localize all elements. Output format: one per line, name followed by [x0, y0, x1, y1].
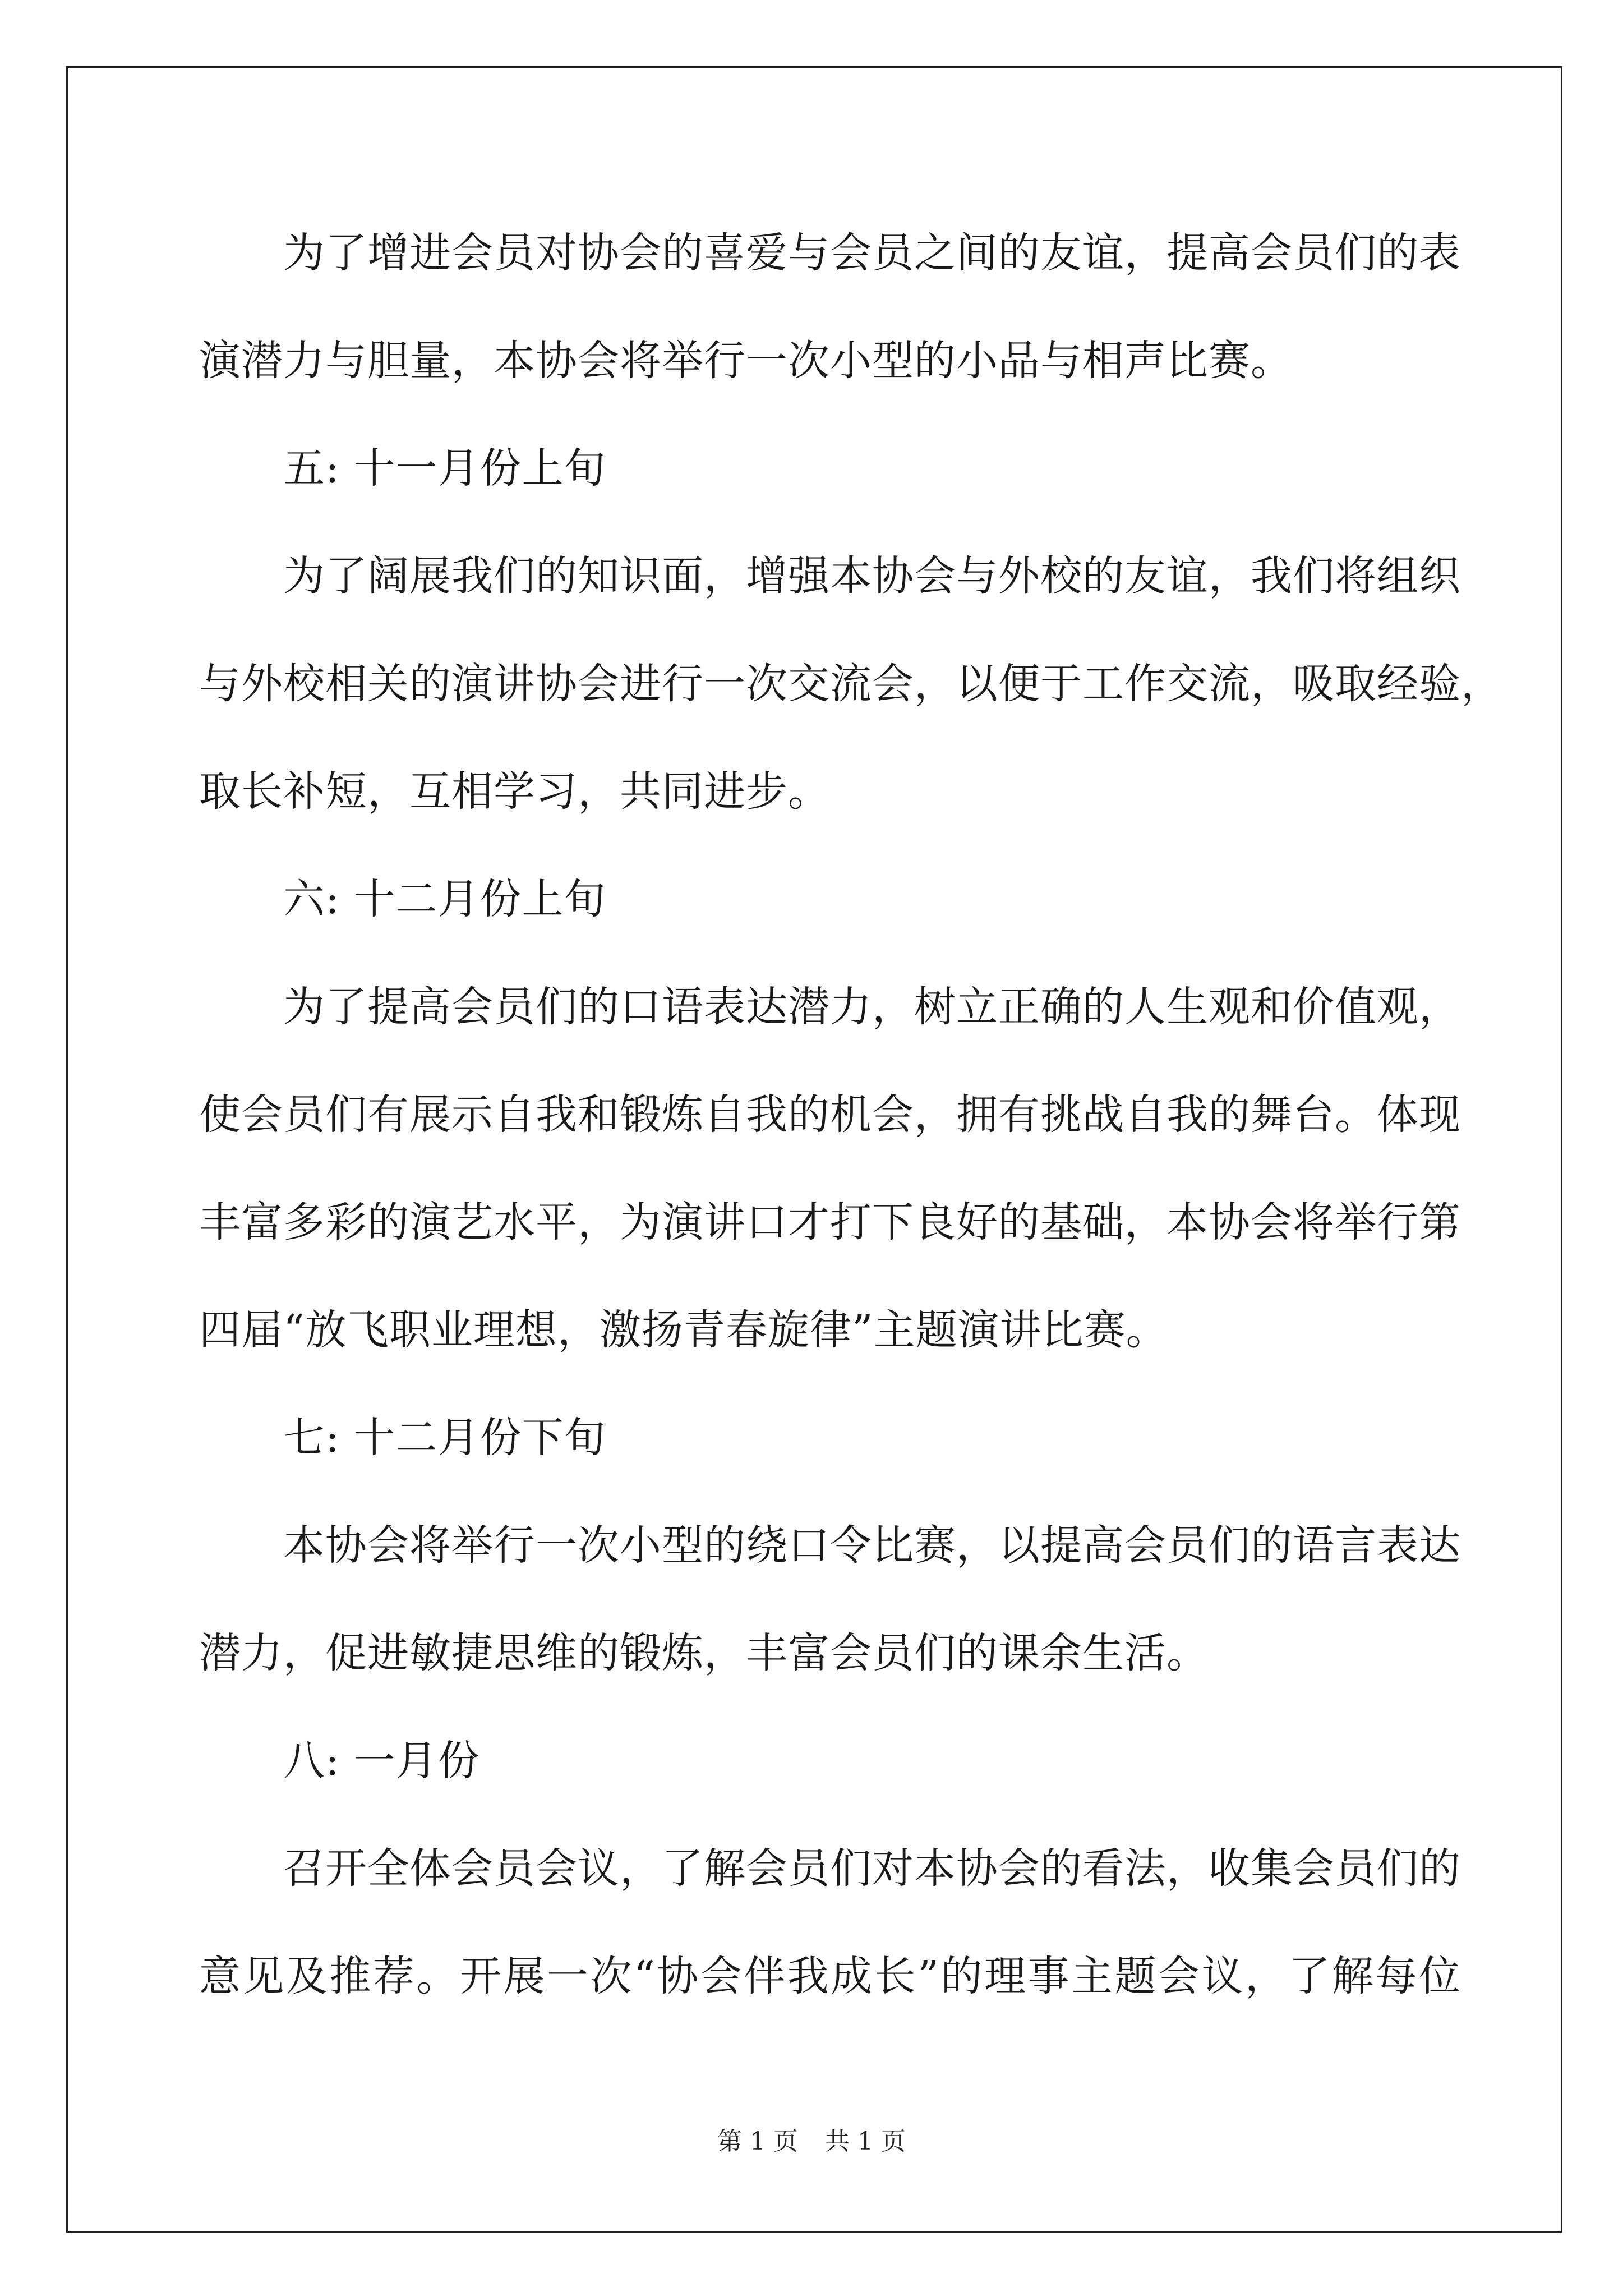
paragraph-line: 与外校相关的演讲协会进行一次交流会，以便于工作交流，吸取经验，	[199, 660, 1503, 708]
section-heading: 五: 十一月份上旬	[283, 444, 606, 493]
page-footer	[0, 2125, 1623, 2159]
paragraph-line: 潜力，促进敏捷思维的锻炼，丰富会员们的课余生活。	[199, 1629, 1209, 1677]
section-heading: 七: 十二月份下旬	[283, 1414, 606, 1462]
document-body	[199, 199, 1503, 2030]
paragraph-line: 召开全体会员会议，了解会员们对本协会的看法，收集会员们的	[283, 1844, 1461, 1893]
paragraph-line: 为了提高会员们的口语表达潜力，树立正确的人生观和价值观，	[283, 983, 1461, 1031]
page-total: 共 1 页	[825, 2127, 906, 2156]
paragraph-line: 演潜力与胆量，本协会将举行一次小型的小品与相声比赛。	[199, 337, 1293, 385]
paragraph-line: 四届“放飞职业理想，激扬青春旋律”主题演讲比赛。	[199, 1306, 1168, 1354]
paragraph-line: 取长补短，互相学习，共同进步。	[199, 767, 830, 816]
paragraph-line: 为了阔展我们的知识面，增强本协会与外校的友谊，我们将组织	[283, 552, 1461, 600]
page-number: 第 1 页	[717, 2127, 798, 2156]
section-heading: 八: 一月份	[283, 1737, 480, 1785]
paragraph-line: 意见及推荐。开展一次“协会伴我成长”的理事主题会议，了解每位	[199, 1952, 1461, 2000]
paragraph-line: 本协会将举行一次小型的绕口令比赛，以提高会员们的语言表达	[283, 1521, 1461, 1570]
paragraph-line: 使会员们有展示自我和锻炼自我的机会，拥有挑战自我的舞台。体现	[199, 1091, 1461, 1139]
paragraph-line: 为了增进会员对协会的喜爱与会员之间的友谊，提高会员们的表	[283, 229, 1461, 277]
section-heading: 六: 十二月份上旬	[283, 875, 606, 923]
paragraph-line: 丰富多彩的演艺水平，为演讲口才打下良好的基础，本协会将举行第	[199, 1198, 1461, 1246]
